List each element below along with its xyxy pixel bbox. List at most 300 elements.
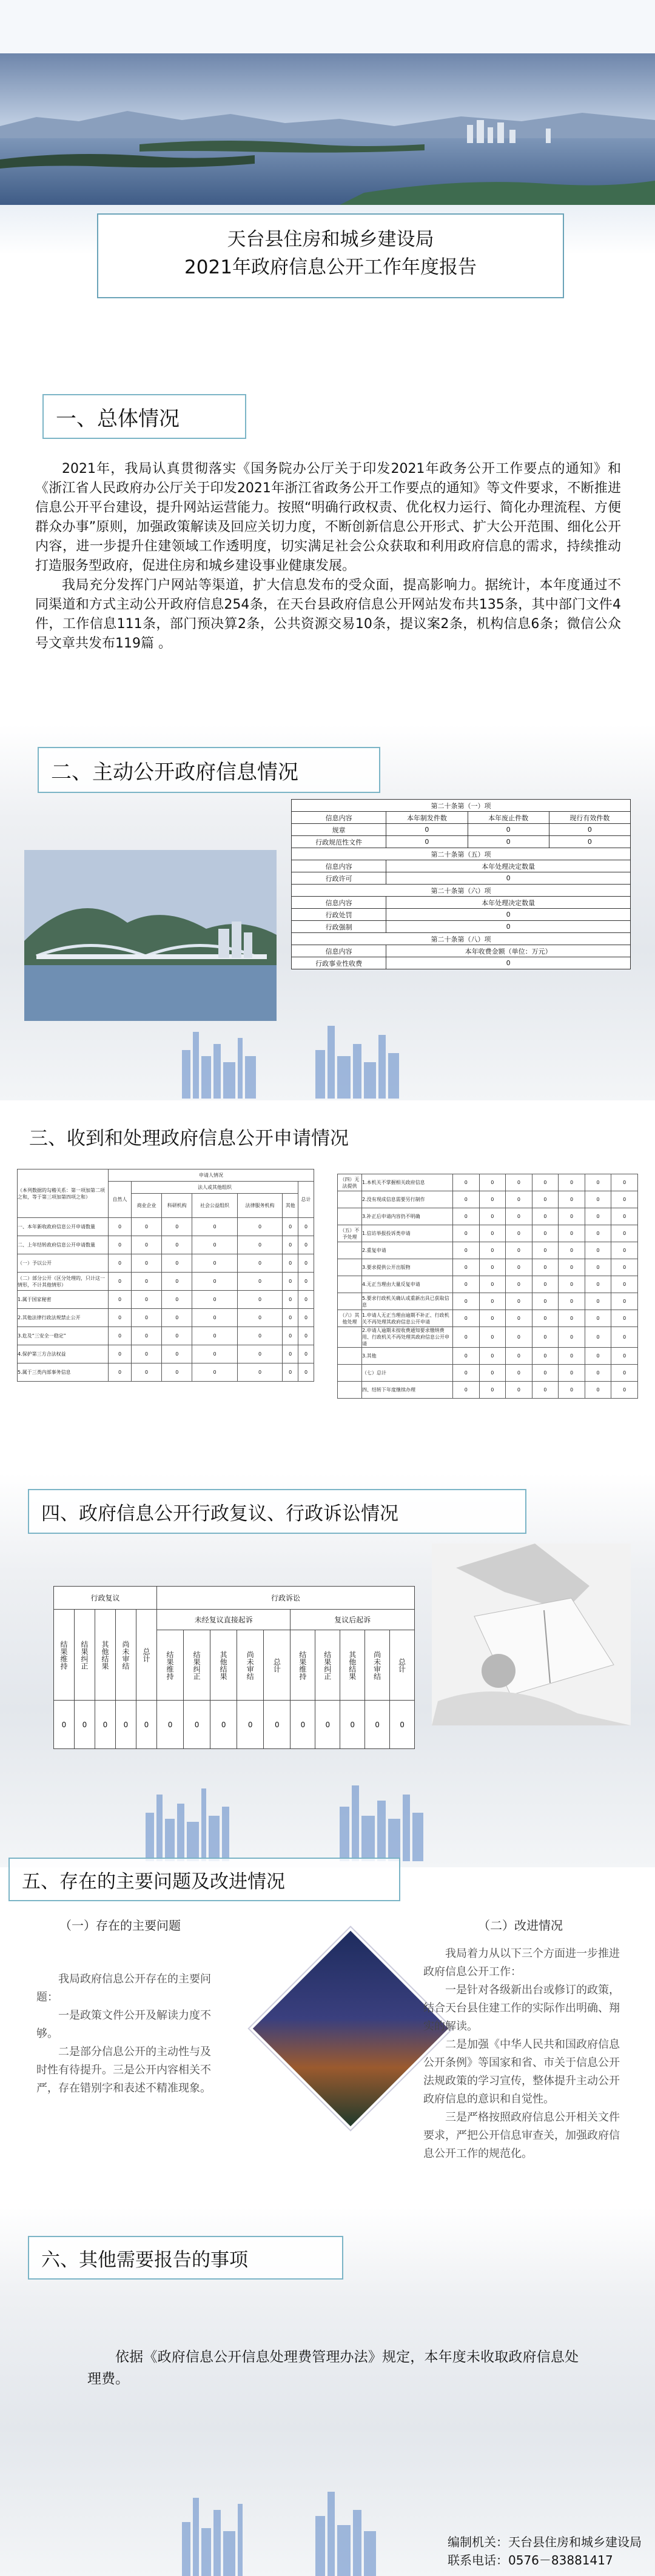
table-cell: 0 [283,1254,298,1273]
table-cell: 0 [192,1309,237,1327]
table-cell: 0 [237,1291,282,1309]
table-cell: 0 [479,1310,506,1327]
table-row [18,1309,314,1327]
table-cell: 0 [611,1242,638,1259]
table-cell: 0 [109,1254,132,1273]
section6-heading-box [28,2236,343,2280]
table-row [292,836,631,848]
table-cell: 0 [506,1174,532,1191]
table-cell: 0 [109,1345,132,1363]
table-cell: 0 [506,1191,532,1208]
legal-subheader: 社会公益组织 [192,1194,237,1218]
table-cell: 0 [611,1191,638,1208]
table-cell: 0 [611,1382,638,1399]
column-header: 信息内容 [292,897,386,909]
application-table-left [17,1169,314,1382]
report-org-title: 天台县住房和城乡建设局 [227,229,434,250]
group-label [338,1191,362,1208]
city-skyline-decoration-2 [0,1770,655,1861]
group-label: （六）其他处理 [338,1310,362,1327]
row-label: 一、本年新收政府信息公开申请数量 [18,1218,109,1236]
section1-paragraph-1: 2021年，我局认真贯彻落实《国务院办公厅关于印发2021年政务公开工作要点的通知》和《浙江省人民政府办公厅关于印发2021年浙江省政务公开工作要点的通知》等文件要求，不断推进信息公开平台建设，提升网站运营能力。按照“明确行政权责、优化权力运行、简化办理流程、方便群众办事”原则，加强政策解读及回应关切力度，不断创新信息公开形式、扩大公开范围、细化公开内容，进一步提升住建领域工作透明度，切实满足社会公众获取和利用政府信息的需求，持续推动打造服务型政府，促进住房和城乡建设事业健康发展。 [35,461,621,574]
header-row [18,1169,314,1182]
table-row [338,1208,638,1225]
table-cell: 0 [109,1236,132,1254]
table-cell: 0 [283,1236,298,1254]
block-title-row [292,885,631,897]
table-row [18,1218,314,1236]
table-cell: 0 [585,1191,611,1208]
table-cell: 0 [132,1218,162,1236]
row-label: 4.保护第三方合法权益 [18,1345,109,1363]
legal-entity-header: 法人或其他组织 [132,1182,298,1194]
table-cell: 0 [611,1259,638,1276]
table-cell: 0 [132,1363,162,1382]
improvements-para-1: 我局着力从以下三个方面进一步推进政府信息公开工作： [423,1947,620,1978]
table-cell: 0 [283,1327,298,1345]
table-cell: 0 [192,1327,237,1345]
block-title: 第二十条第（五）项 [292,848,631,860]
table-cell: 0 [559,1242,585,1259]
table-cell: 0 [132,1309,162,1327]
table-row [18,1236,314,1254]
table-cell: 0 [506,1208,532,1225]
table-cell: 0 [298,1254,314,1273]
bridge-photo [24,850,277,1021]
column-header: 现行有效件数 [549,812,630,824]
improvements-para-4: 三是严格按照政府信息公开相关文件要求，严把公开信息审查关，加强政府信息公开工作的规范化。 [423,2111,620,2160]
review-header: 行政复议 [54,1587,157,1610]
table-row [338,1293,638,1310]
table-cell: 0 [532,1225,559,1242]
column-header: 信息内容 [292,812,386,824]
table-cell: 0 [532,1259,559,1276]
table-cell: 0 [75,1701,95,1749]
table-cell: 0 [237,1309,282,1327]
review-col-header: 结果维持 [54,1610,75,1701]
table-cell: 0 [559,1225,585,1242]
section6-text: 依据《政府信息公开信息处理费管理办法》规定，本年度未收取政府信息处理费。 [87,2349,579,2387]
table-cell: 行政事业性收费 [292,957,386,969]
table-cell: 0 [585,1225,611,1242]
table-cell: 0 [532,1310,559,1327]
review-litigation-table [53,1586,415,1749]
row-label: 2.申请人逾期未按收费通知要求缴纳费用、行政机关不再处理其政府信息公开申请 [362,1327,453,1348]
table-cell: 0 [532,1365,559,1382]
table-cell: 0 [109,1273,132,1291]
row-label: （二）部分公开（区分处理的，只计这一情形，不计其他情形） [18,1273,109,1291]
block-title: 第二十条第（六）项 [292,885,631,897]
table-cell: 0 [453,1225,480,1242]
table-row [338,1174,638,1191]
table-cell: 0 [453,1348,480,1365]
table-row [338,1348,638,1365]
table-cell: 0 [453,1382,480,1399]
table-cell: 0 [453,1208,480,1225]
table-cell: 0 [237,1254,282,1273]
table-cell: 行政许可 [292,872,386,885]
column-header: 本年处理决定数量 [386,860,631,872]
section6-body [87,2346,579,2390]
table-cell: 0 [192,1345,237,1363]
table-cell: 0 [585,1208,611,1225]
table-cell: 0 [237,1327,282,1345]
table-cell: 0 [109,1218,132,1236]
review-col-header: 结果纠正 [75,1610,95,1701]
table-cell: 0 [283,1309,298,1327]
table-cell: 0 [479,1365,506,1382]
table-cell: 0 [559,1327,585,1348]
improvements-text [423,1945,630,2163]
table-cell: 0 [559,1259,585,1276]
table-row [292,957,631,969]
table-cell: 0 [585,1348,611,1365]
table-cell: 0 [386,824,468,836]
legal-subheader: 商业企业 [132,1194,162,1218]
table-cell: 0 [559,1276,585,1293]
table-cell: 规章 [292,824,386,836]
row-label: 5.要求行政机关确认或重新出具已获取信息 [362,1293,453,1310]
row-label: 2.没有现成信息需要另行制作 [362,1191,453,1208]
review-col-header: 总计 [136,1610,157,1701]
litigation-col-header: 尚未审结 [237,1630,264,1701]
table-cell: 0 [162,1309,192,1327]
group-label [338,1365,362,1382]
table-cell: 0 [162,1218,192,1236]
group-label: （五）不予处理 [338,1225,362,1242]
table-row [18,1273,314,1291]
table-cell: 0 [132,1345,162,1363]
litigation-col-header: 其他结果 [210,1630,237,1701]
group-label [338,1327,362,1348]
row-label: 3.危及“三安全一稳定” [18,1327,109,1345]
hero-banner [0,0,655,278]
no-review-header: 未经复议直接起诉 [157,1610,291,1630]
row-label: 3.要求提供公开出版物 [362,1259,453,1276]
group-label [338,1348,362,1365]
table-cell: 0 [192,1254,237,1273]
table-cell: 0 [136,1701,157,1749]
review-col-header: 尚未审结 [116,1610,136,1701]
table-cell: 0 [479,1208,506,1225]
litigation-col-header: 结果维持 [291,1630,315,1701]
table-cell: 0 [283,1291,298,1309]
group-label: （四）无法提供 [338,1174,362,1191]
footer-org-line [448,2533,642,2551]
table-row [18,1345,314,1363]
table-cell: 0 [611,1174,638,1191]
table-cell: 0 [109,1291,132,1309]
table-cell: 0 [468,824,549,836]
litigation-col-header: 结果纠正 [184,1630,210,1701]
night-scene-photo [249,1927,452,2130]
table-cell: 0 [132,1327,162,1345]
table-cell: 0 [386,957,631,969]
table-cell: 0 [453,1293,480,1310]
table-cell: 0 [611,1208,638,1225]
table-row [338,1310,638,1327]
table-cell: 0 [365,1701,390,1749]
value-row [54,1701,415,1749]
table-row [338,1276,638,1293]
legal-subheader: 其他 [283,1194,298,1218]
header-row [54,1610,415,1630]
table-cell: 0 [162,1345,192,1363]
row-label: 2.其他法律行政法规禁止公开 [18,1309,109,1327]
table-cell: 0 [611,1293,638,1310]
table-cell: 0 [315,1701,340,1749]
table-cell: 0 [468,836,549,848]
footer-org: 天台县住房和城乡建设局 [508,2535,642,2549]
header-row [54,1587,415,1610]
table-cell: 0 [532,1293,559,1310]
table-cell: 0 [192,1218,237,1236]
table-cell: 0 [132,1236,162,1254]
table-cell: 0 [298,1291,314,1309]
table-cell: 0 [559,1174,585,1191]
table-row [18,1363,314,1382]
table-cell: 0 [453,1259,480,1276]
table-cell: 0 [162,1236,192,1254]
litigation-col-header: 其他结果 [340,1630,365,1701]
column-header: 本年废止件数 [468,812,549,824]
table-cell: 0 [506,1225,532,1242]
block-title: 第二十条第（八）项 [292,933,631,945]
section4-heading-box [28,1489,526,1534]
table-cell: 0 [559,1365,585,1382]
table-cell: 0 [132,1254,162,1273]
table-cell: 0 [237,1345,282,1363]
table-cell: 0 [559,1191,585,1208]
table-cell: 0 [559,1310,585,1327]
table-cell: 0 [298,1236,314,1254]
problems-para-3: 二是部分信息公开的主动性与及时性有待提升。三是公开内容相关不严，存在错别字和表述不精准现象。 [36,2046,211,2095]
table-cell: 0 [506,1293,532,1310]
table-cell: 0 [532,1348,559,1365]
column-header: 信息内容 [292,945,386,957]
proactive-disclosure-table [291,799,631,969]
table-cell: 0 [506,1348,532,1365]
table-cell: 0 [506,1242,532,1259]
block-title-row [292,800,631,812]
table-cell: 0 [479,1382,506,1399]
table-cell: 行政处罚 [292,909,386,921]
table-row [292,872,631,885]
table-cell: 0 [453,1327,480,1348]
block-title-row [292,848,631,860]
section6-heading: 六、其他需要报告的事项 [41,2249,248,2271]
table-cell: 0 [210,1701,237,1749]
table-cell: 0 [237,1218,282,1236]
column-header: 本年处理决定数量 [386,897,631,909]
footer-tel: 0576－83881417 [508,2553,613,2568]
row-label: （七）总计 [362,1365,453,1382]
table-row [292,909,631,921]
table-cell: 0 [479,1327,506,1348]
table-cell: 0 [109,1363,132,1382]
table-cell: 0 [559,1348,585,1365]
table-cell: 0 [453,1365,480,1382]
section5-heading-box [8,1858,400,1901]
group-label [338,1259,362,1276]
row-label: 2.重复申请 [362,1242,453,1259]
litigation-col-header: 结果纠正 [315,1630,340,1701]
table-cell: 0 [506,1382,532,1399]
table-cell: 0 [549,824,630,836]
table-cell: 0 [95,1701,116,1749]
table-cell: 0 [192,1363,237,1382]
footer [448,2533,642,2569]
table-row [292,921,631,933]
application-table-right [337,1174,638,1399]
block-title-row [292,933,631,945]
table-cell: 0 [585,1293,611,1310]
table-cell: 行政规范性文件 [292,836,386,848]
after-review-header: 复议后起诉 [291,1610,415,1630]
table-cell: 0 [237,1701,264,1749]
table-cell: 0 [532,1276,559,1293]
problems-para-1: 我局政府信息公开存在的主要问题： [36,1973,211,2004]
table-cell: 0 [192,1273,237,1291]
table-cell: 0 [291,1701,315,1749]
table-cell: 0 [237,1236,282,1254]
table-cell: 0 [611,1327,638,1348]
row-label: 5.属于三类内部事务信息 [18,1363,109,1382]
footer-tel-label: 联系电话： [448,2553,508,2568]
table-cell: 0 [611,1365,638,1382]
table-cell: 0 [162,1291,192,1309]
table-cell: 0 [479,1259,506,1276]
table-cell: 0 [532,1327,559,1348]
table-row [338,1242,638,1259]
table-cell: 0 [479,1348,506,1365]
improvements-subheading: （二）改进情况 [478,1918,563,1933]
footer-org-label: 编制机关： [448,2535,508,2549]
table-row [338,1327,638,1348]
table-cell: 0 [390,1701,415,1749]
table-cell: 0 [162,1327,192,1345]
table-cell: 0 [162,1273,192,1291]
group-label [338,1242,362,1259]
row-label: 3.其他 [362,1348,453,1365]
table-cell: 0 [386,909,631,921]
table-cell: 0 [611,1310,638,1327]
table-cell: 0 [237,1273,282,1291]
table-cell: 0 [132,1273,162,1291]
improvements-para-2: 一是针对各级新出台或修订的政策，结合天台县住建工作的实际作出明确、翔实的解读。 [423,1984,620,2033]
table-cell: 0 [479,1276,506,1293]
table-cell: 0 [283,1273,298,1291]
litigation-col-header: 总计 [264,1630,291,1701]
table-cell: 0 [157,1701,184,1749]
footer-tel-line [448,2551,642,2569]
section1-body [35,460,621,654]
table-cell: 0 [479,1242,506,1259]
table-cell: 0 [298,1363,314,1382]
table-cell: 0 [340,1701,365,1749]
table-cell: 0 [585,1365,611,1382]
table-cell: 0 [192,1291,237,1309]
table-cell: 0 [532,1208,559,1225]
legal-subheader: 科研机构 [162,1194,192,1218]
row-label: 1.本机关不掌握相关政府信息 [362,1174,453,1191]
table-cell: 0 [453,1276,480,1293]
table-row [292,824,631,836]
table-cell: 0 [549,836,630,848]
table-cell: 0 [611,1225,638,1242]
title-box [97,213,564,298]
table-cell: 0 [298,1345,314,1363]
table-cell: 0 [386,836,468,848]
table-cell: 0 [532,1242,559,1259]
table-cell: 0 [559,1382,585,1399]
block-header-row [292,812,631,824]
relation-note: （本列数据的勾稽关系：第一项加第二项之和，等于第三项加第四项之和） [18,1169,109,1218]
column-header: 本年制发件数 [386,812,468,824]
improvements-para-3: 二是加强《中华人民共和国政府信息公开条例》等国家和省、市关于信息公开法规政策的学习宣传，整体提升主动公开政府信息的意识和自觉性。 [423,2038,620,2106]
table-cell: 0 [453,1242,480,1259]
table-cell: 0 [386,872,631,885]
table-cell: 0 [479,1225,506,1242]
reading-book-photo [432,1544,631,1725]
table-cell: 0 [585,1242,611,1259]
section1-paragraph-2: 我局充分发挥门户网站等渠道，扩大信息发布的受众面，提高影响力。据统计，本年度通过不同渠道和方式主动公开政府信息254条，在天台县政府信息公开网站发布共135条，其中部门文件4件，工作信息111条，部门预决算2条，公共资源交易10条，提议案2条，机构信息6条；微信公众号文章共发布119篇 。 [35,578,621,651]
table-cell: 0 [386,921,631,933]
table-row [18,1327,314,1345]
problems-subheading: （一）存在的主要问题 [59,1918,181,1933]
row-label: （一）予以公开 [18,1254,109,1273]
section1-heading: 一、总体情况 [56,406,180,431]
table-cell: 0 [264,1701,291,1749]
report-title: 2021年政府信息公开工作年度报告 [184,256,477,278]
table-row [18,1291,314,1309]
table-cell: 0 [283,1345,298,1363]
block-header-row [292,945,631,957]
table-cell: 0 [559,1208,585,1225]
table-cell: 0 [298,1309,314,1327]
natural-person-header: 自然人 [109,1182,132,1218]
table-cell: 0 [585,1327,611,1348]
litigation-col-header: 总计 [390,1630,415,1701]
table-cell: 0 [54,1701,75,1749]
table-cell: 0 [585,1382,611,1399]
table-cell: 0 [162,1254,192,1273]
section2-heading: 二、主动公开政府信息情况 [51,760,298,785]
row-label: 3.补正后申请内容仍不明确 [362,1208,453,1225]
table-cell: 0 [506,1365,532,1382]
legal-subheader: 法律服务机构 [237,1194,282,1218]
row-label: 1.申请人无正当理由逾期不补正、行政机关不再处理其政府信息公开申请 [362,1310,453,1327]
table-cell: 0 [184,1701,210,1749]
table-cell: 0 [585,1174,611,1191]
block-title: 第二十条第（一）项 [292,800,631,812]
table-row [18,1254,314,1273]
litigation-col-header: 结果维持 [157,1630,184,1701]
section1-heading-box [42,394,246,439]
total-header: 总计 [298,1182,314,1218]
problems-text [36,1970,218,2098]
row-label: 4.无正当理由大量反复申请 [362,1276,453,1293]
group-label [338,1208,362,1225]
table-row [338,1365,638,1382]
table-cell: 0 [479,1293,506,1310]
table-cell: 0 [506,1327,532,1348]
table-cell: 0 [611,1276,638,1293]
table-row [338,1191,638,1208]
table-cell: 0 [506,1276,532,1293]
table-cell: 0 [283,1218,298,1236]
table-cell: 0 [298,1273,314,1291]
